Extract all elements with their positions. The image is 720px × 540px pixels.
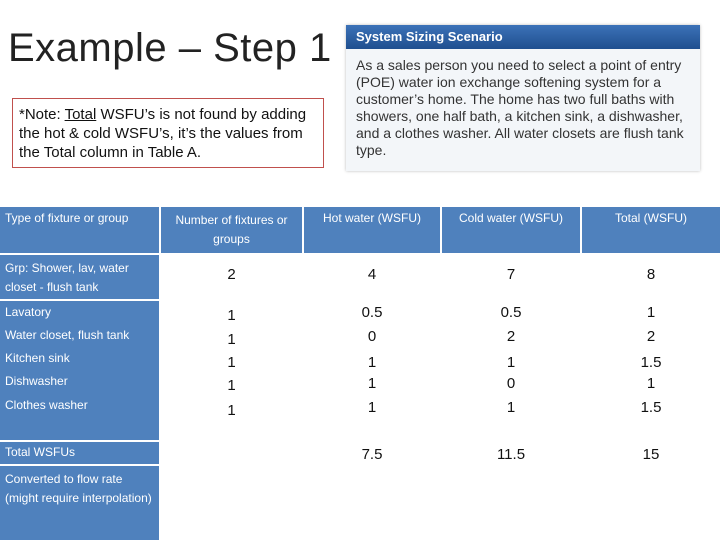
header-type: Type of fixture or group <box>0 207 159 253</box>
col-divider-3 <box>580 255 582 540</box>
header-number: Number of fixtures or groups <box>161 207 302 253</box>
kitchen-sink-hot: 1 <box>367 354 377 371</box>
header-cold: Cold water (WSFU) <box>442 207 580 253</box>
group-row-label: Grp: Shower, lav, water closet - flush tank <box>0 255 159 299</box>
clothes-washer-hot: 1 <box>367 399 377 416</box>
note-underlined-word: Total <box>64 106 97 123</box>
note-box <box>12 98 324 168</box>
group-number: 2 <box>227 266 236 283</box>
total-hot: 7.5 <box>361 446 383 463</box>
dishwasher-total: 1 <box>646 375 656 392</box>
dishwasher-number: 1 <box>227 377 236 394</box>
fixture-label-kitchen-sink: Kitchen sink <box>5 351 70 365</box>
lavatory-number: 1 <box>227 307 236 324</box>
note-text: WSFU’s is not found by adding the hot & cold WSFU’s, it’s the values from the Total column in Table A. <box>19 106 307 161</box>
scenario-panel <box>346 25 700 171</box>
fixture-label-clothes-washer: Clothes washer <box>5 398 88 412</box>
water-closet-number: 1 <box>227 331 236 348</box>
dishwasher-cold: 0 <box>506 375 516 392</box>
water-closet-cold: 2 <box>506 328 516 345</box>
group-cold: 7 <box>506 266 516 283</box>
flow-row-label: Converted to flow rate (might require interpolation) <box>0 466 159 540</box>
kitchen-sink-number: 1 <box>227 354 236 371</box>
slide-title: Example – Step 1 <box>8 26 332 70</box>
group-total: 8 <box>646 266 656 283</box>
kitchen-sink-total: 1.5 <box>640 354 662 371</box>
fixture-label-dishwasher: Dishwasher <box>5 374 68 388</box>
total-row-label: Total WSFUs <box>0 442 159 464</box>
group-hot: 4 <box>367 266 377 283</box>
lavatory-cold: 0.5 <box>500 304 522 321</box>
fixture-label-lavatory: Lavatory <box>5 305 52 319</box>
scenario-text: As a sales person you need to select a point of entry (POE) water ion exchange softening system for a customer’s home. The home has two full baths with showers, one half bath, a kitchen sink, a dishwasher, and a clothes washer. All water closets are flush tank type. <box>356 57 684 158</box>
clothes-washer-number: 1 <box>227 402 236 419</box>
scenario-heading: System Sizing Scenario <box>346 25 700 49</box>
header-hot: Hot water (WSFU) <box>304 207 440 253</box>
total-total: 15 <box>642 446 660 463</box>
header-total: Total (WSFU) <box>582 207 720 253</box>
note-prefix: *Note: <box>19 106 65 123</box>
col-divider-2 <box>440 255 442 540</box>
clothes-washer-cold: 1 <box>506 399 516 416</box>
lavatory-hot: 0.5 <box>361 304 383 321</box>
kitchen-sink-cold: 1 <box>506 354 516 371</box>
fixtures-label-block <box>0 301 159 440</box>
clothes-washer-total: 1.5 <box>640 399 662 416</box>
lavatory-total: 1 <box>646 304 656 321</box>
dishwasher-hot: 1 <box>367 375 377 392</box>
total-row-cells <box>0 181 559 203</box>
col-divider-1 <box>302 255 304 540</box>
water-closet-hot: 0 <box>367 328 377 345</box>
water-closet-total: 2 <box>646 328 656 345</box>
total-cold: 11.5 <box>496 446 526 463</box>
fixture-label-water-closet: Water closet, flush tank <box>5 328 130 342</box>
